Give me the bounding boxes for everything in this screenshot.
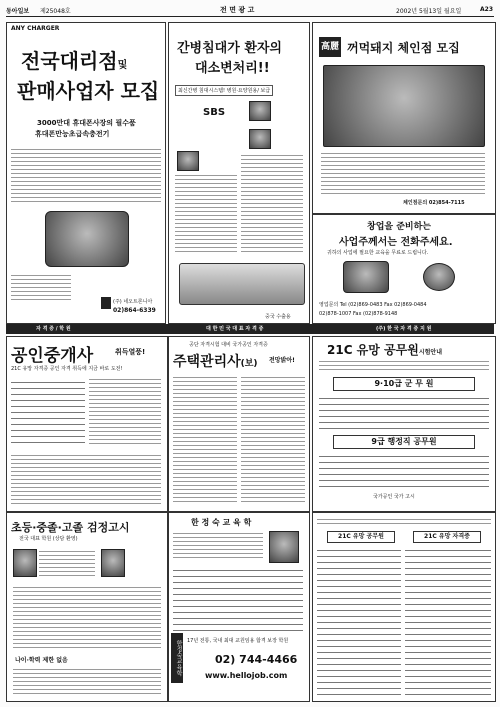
ad8-title: 초등·중졸·고졸 검정고시 xyxy=(11,521,130,534)
company-logo-icon xyxy=(101,297,111,309)
ad-housing-manager xyxy=(168,336,310,512)
section-title: 전 면 광 고 xyxy=(220,6,255,14)
ad-civil-service xyxy=(312,336,496,512)
ad-education-academy xyxy=(168,512,310,702)
teacher-photo-1 xyxy=(13,549,37,577)
strip-right: (주) 한 국 자 격 증 지 원 xyxy=(376,326,432,332)
ad10-table-right xyxy=(405,545,491,695)
instructor-photo xyxy=(269,531,299,563)
ad1-subtitle2: 휴대폰만능초급속충전기 xyxy=(35,130,110,138)
paper-name: 동아일보 xyxy=(6,8,30,15)
ad5-footer-text xyxy=(11,453,161,505)
ad9-banner: 17년 전통, 국내 최대 교원임용 합격 보장 학원 xyxy=(187,638,289,644)
ad6-body-text-right xyxy=(241,375,305,505)
card-reader-photo xyxy=(343,261,389,293)
ad-certificates xyxy=(312,512,496,702)
ad4-phone2: 02)878-1007 Fax (02)878-9148 xyxy=(319,311,398,317)
ad7-intro-text xyxy=(319,359,489,373)
ad1-footnote-text xyxy=(11,273,71,301)
ad10-title-right: 21C 유망 자격증 xyxy=(413,531,481,543)
ad8-contact-text xyxy=(13,667,161,695)
ad9-url: www.hellojob.com xyxy=(205,671,288,680)
strip-middle: 대 한 민 국 대 표 자 격 증 xyxy=(206,326,264,332)
ad9-title: 한 정 숙 교 육 학 xyxy=(191,518,252,527)
teacher-photo-2 xyxy=(101,549,125,577)
ad1-body-text xyxy=(11,147,161,203)
ad9-intro-text xyxy=(173,531,263,561)
ad2-body-text-left xyxy=(175,173,237,253)
ad9-vertical-label: 한정숙교육학 xyxy=(171,633,183,683)
ad6-body-text-left xyxy=(173,375,237,505)
ad4-phone1: 영업문의 Tel (02)869-0483 Fax 02)869-0484 xyxy=(319,302,427,308)
ad1-subtitle1: 3000만대 휴대폰사장의 필수품 xyxy=(37,119,136,127)
ad7-rank1: 9·10급 군 무 원 xyxy=(333,377,475,391)
ad6-title: 주택관리사(보) xyxy=(173,354,258,370)
ad-ged xyxy=(6,512,168,702)
ad7-table-1 xyxy=(319,393,489,429)
ad2-subtitle: 최신간병 침대시스템! 병원·요양원용/ 보급 xyxy=(175,85,273,96)
section-strip xyxy=(6,324,494,334)
issue-date: 2002년 5월13일 월요일 xyxy=(396,8,462,15)
brand-logo: ANY CHARGER xyxy=(11,25,60,32)
ad1-title-line2: 판매사업자 모집 xyxy=(17,79,160,103)
ad10-title-left: 21C 유망 공무원 xyxy=(327,531,395,543)
ad5-subtitle: 21C 유망 자격증 공인 자격 취득에 지금 바로 도전! xyxy=(11,366,123,372)
ad5-title: 공인중개사 xyxy=(11,346,94,366)
sbs-logo: SBS xyxy=(203,107,226,118)
ad7-rank2: 9급 행정직 공무원 xyxy=(333,435,475,449)
ad10-header-text xyxy=(317,517,491,527)
charger-product-photo xyxy=(45,211,129,267)
ad8-text-1 xyxy=(39,549,95,579)
issue-number: 제25048호 xyxy=(40,8,71,15)
ad3-phone: 체인점문의 02)854-7115 xyxy=(403,200,465,206)
ad9-phone: 02) 744-4466 xyxy=(215,653,298,666)
ad4-lead: 창업을 준비하는 xyxy=(367,222,431,232)
ad9-timetable xyxy=(173,565,303,631)
ad3-body-text xyxy=(321,151,485,195)
ad-startup xyxy=(312,214,496,324)
ad7-title: 21C 유망 공무원시험안내 xyxy=(327,343,443,357)
ad-pork-chain xyxy=(312,22,496,214)
ad5-schedule-table xyxy=(11,377,85,447)
page-number: A23 xyxy=(480,6,493,13)
ad-any-charger xyxy=(6,22,166,324)
page-header xyxy=(6,4,494,17)
ad4-subtitle: 귀하의 사업에 필요한 교육을 무료로 드립니다. xyxy=(327,250,429,256)
ad7-table-2 xyxy=(319,451,489,487)
doctor-photo-3 xyxy=(177,151,199,171)
ad5-body-text xyxy=(89,377,161,447)
ad2-title-line1: 간병침대가 환자의 xyxy=(177,41,282,56)
ad5-badge: 취득열풍! xyxy=(115,348,146,356)
ad8-body-text xyxy=(13,585,161,651)
ad6-badge: 전망밝아! xyxy=(269,357,295,364)
strip-left: 자 격 증 / 학 원 xyxy=(36,326,71,332)
doctor-photo-2 xyxy=(249,129,271,149)
doctor-photo-1 xyxy=(249,101,271,121)
ad1-company: (주) 네오트론니아 xyxy=(113,299,153,305)
ad4-title: 사업주께서는 전화주세요. xyxy=(339,237,453,248)
ad10-table-left xyxy=(317,545,401,695)
ad-nursing-bed xyxy=(168,22,310,324)
ad1-title-line1: 전국대리점및 xyxy=(21,49,128,73)
ad-realtor xyxy=(6,336,168,512)
ad1-phone: 02)864-6339 xyxy=(113,307,156,314)
restaurant-photo xyxy=(323,65,485,147)
ad8-subtitle: 전국 대표 학원 (상담 환영) xyxy=(19,536,78,542)
ad7-desc: 국가공인 국가 고시 xyxy=(373,494,415,500)
ad8-footer: 나이·학력 제한 없음 xyxy=(15,657,68,664)
ad2-caption: 중국 수출용 xyxy=(265,314,291,320)
ad3-title: 꺼먹돼지 체인점 모집 xyxy=(347,41,460,55)
product-photo xyxy=(423,263,455,291)
ad2-title-line2: 대소변처리!! xyxy=(195,61,270,76)
ad6-small: 공단 자격시험 대비 국가공인 자격증 xyxy=(189,342,268,348)
nursing-bed-photo xyxy=(179,263,305,305)
ad2-body-text-right xyxy=(241,153,303,253)
ad3-badge: 高麗 xyxy=(319,37,341,57)
